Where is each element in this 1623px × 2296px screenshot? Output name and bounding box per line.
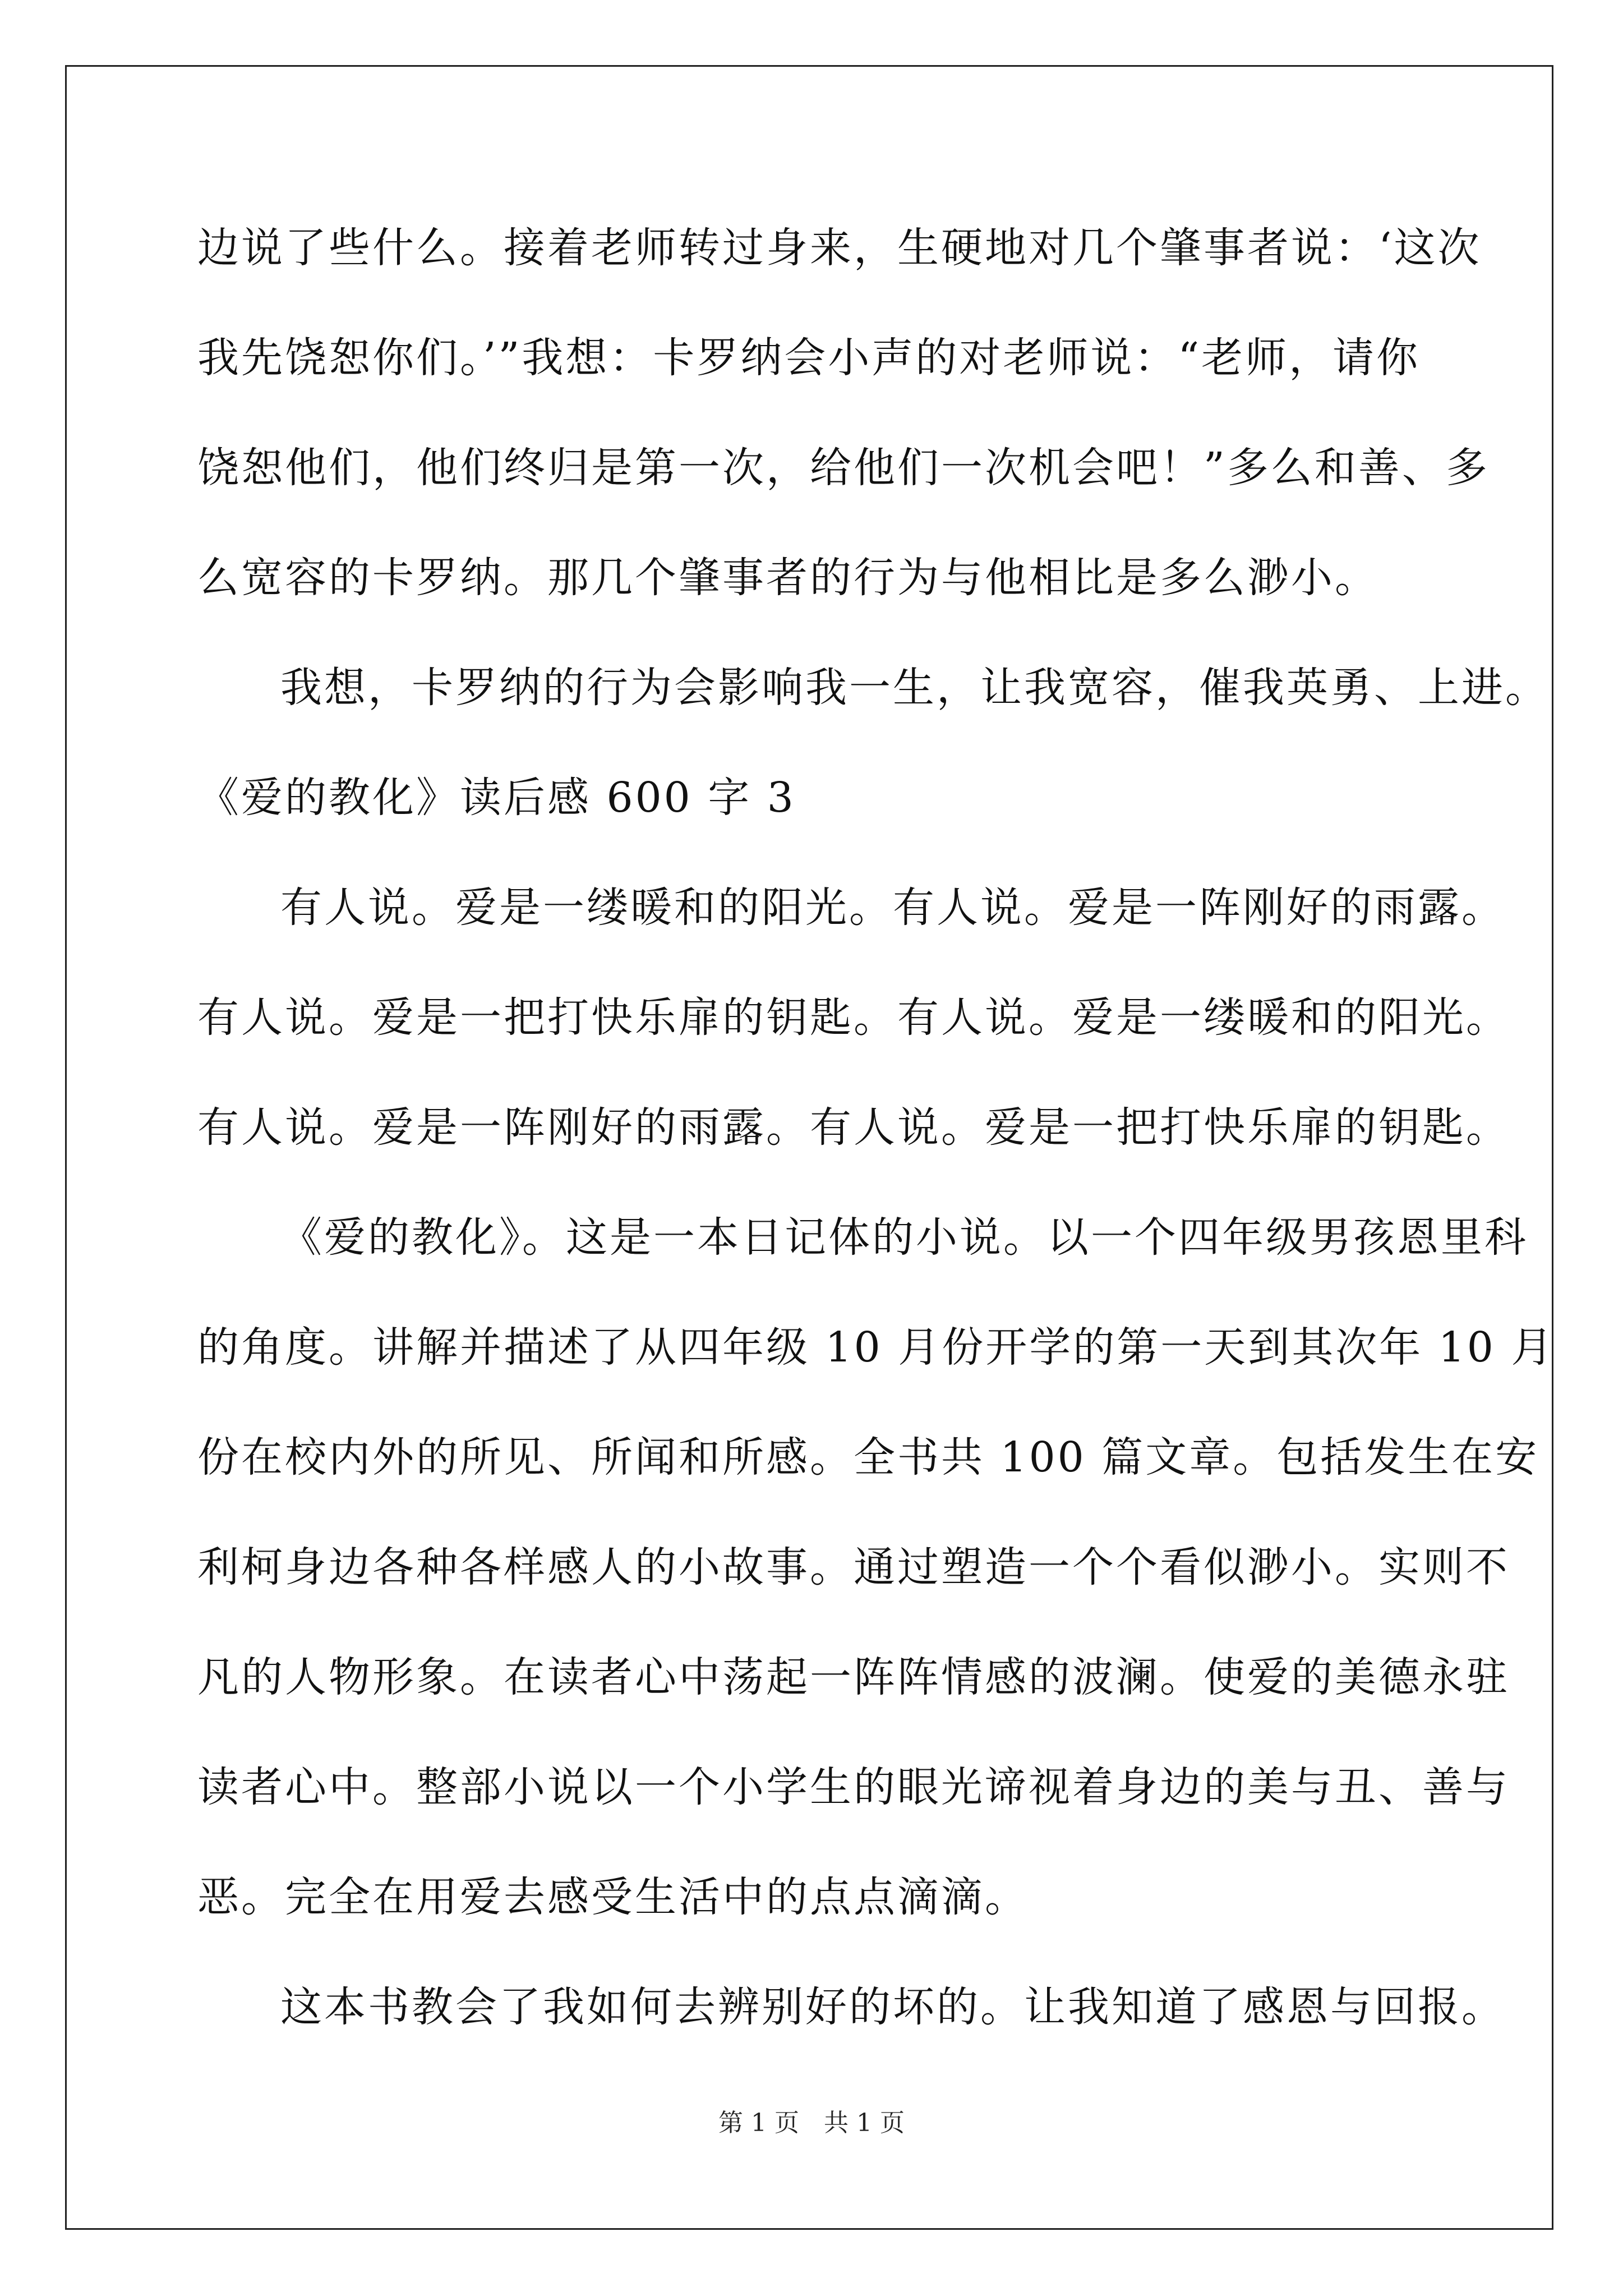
text-line-4: 么宽容的卡罗纳。那几个肇事者的行为与他相比是多么渺小。 — [197, 554, 1378, 602]
text-line-16: 恶。完全在用爱去感受生活中的点点滴滴。 — [197, 1873, 1029, 1921]
text-line-12: 份在校内外的所见、所闻和所感。全书共 100 篇文章。包括发生在安 — [197, 1433, 1539, 1481]
text-line-14: 凡的人物形象。在读者心中荡起一阵阵情感的波澜。使爱的美德永驻 — [197, 1653, 1510, 1701]
section-heading: 《爱的教化》读后感 600 字 3 — [197, 774, 796, 822]
text-line-13: 利柯身边各种各样感人的小故事。通过塑造一个个看似渺小。实则不 — [197, 1543, 1510, 1591]
paragraph-start-line-5: 我想，卡罗纳的行为会影响我一生，让我宽容，催我英勇、上进。 — [280, 664, 1549, 712]
paragraph-start-line-10: 《爱的教化》。这是一本日记体的小说。以一个四年级男孩恩里科 — [280, 1213, 1528, 1262]
text-line-9: 有人说。爱是一阵刚好的雨露。有人说。爱是一把打快乐扉的钥匙。 — [197, 1103, 1510, 1152]
text-line-15: 读者心中。整部小说以一个小学生的眼光谛视着身边的美与丑、善与 — [197, 1763, 1510, 1811]
paragraph-start-line-7: 有人说。爱是一缕暖和的阳光。有人说。爱是一阵刚好的雨露。 — [280, 884, 1505, 932]
text-line-2: 我先饶恕你们。’”我想：卡罗纳会小声的对老师说：“老师，请你 — [197, 334, 1421, 382]
text-line-1: 边说了些什么。接着老师转过身来，生硬地对几个肇事者说：‘这次 — [197, 224, 1482, 272]
text-line-3: 饶恕他们，他们终归是第一次，给他们一次机会吧！”多么和善、多 — [197, 444, 1490, 492]
page-footer: 第 1 页 共 1 页 — [718, 2109, 905, 2137]
text-line-8: 有人说。爱是一把打快乐扉的钥匙。有人说。爱是一缕暖和的阳光。 — [197, 993, 1510, 1042]
text-line-11: 的角度。讲解并描述了从四年级 10 月份开学的第一天到其次年 10 月 — [197, 1323, 1555, 1372]
paragraph-start-line-17: 这本书教会了我如何去辨别好的坏的。让我知道了感恩与回报。 — [280, 1983, 1505, 2031]
